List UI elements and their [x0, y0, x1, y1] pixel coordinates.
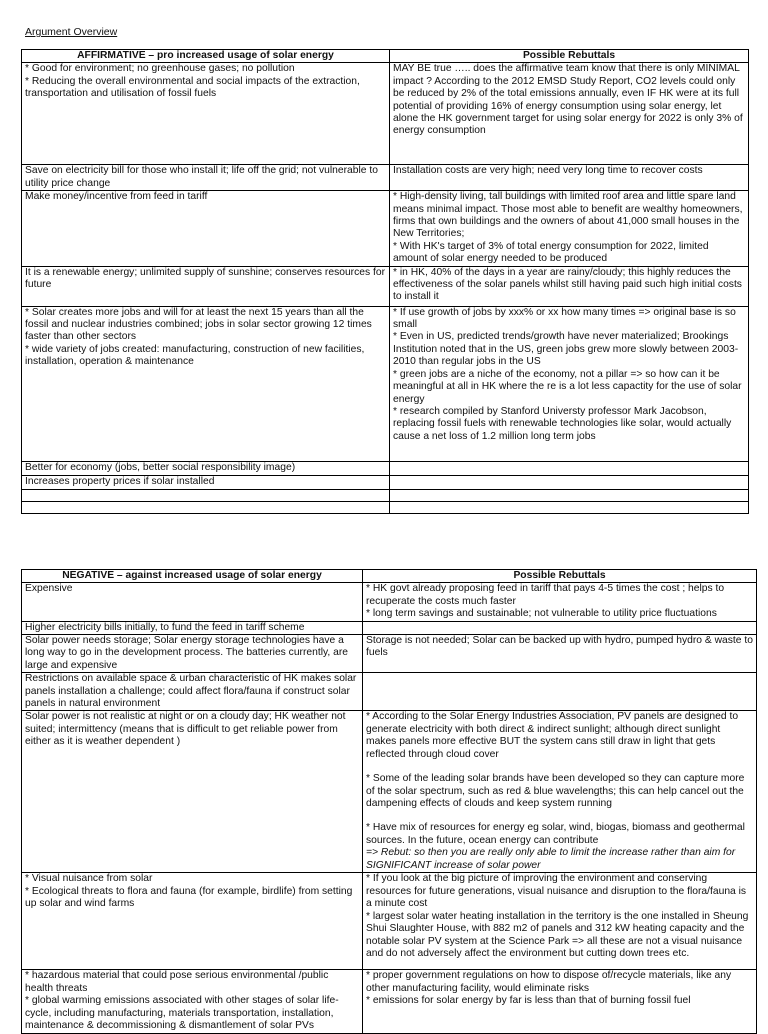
- claim-text: * Solar creates more jobs and will for at least the next 15 years than all the fossil and nuclear industries combined; jobs in solar sector growing 12 times faster than other sectors: [25, 306, 372, 343]
- affirmative-header: AFFIRMATIVE – pro increased usage of solar energy: [22, 50, 390, 63]
- rebuttal-note: => Rebut: so then you are really only able to limit the increase rather than aim for SIGNIFICANT increase of solar power: [366, 847, 736, 871]
- table-row: [22, 673, 757, 711]
- claim-text: Expensive: [25, 583, 73, 595]
- rebuttal-cell: [363, 635, 757, 673]
- claim-cell: [22, 621, 363, 634]
- rebuttal-text: * Some of the leading solar brands have been developed so they can capture more of the solar spectrum, such as red & blue wavelengths; this can help cancel out the dampening effects of clouds and keep system running: [366, 773, 745, 809]
- rebuttal-text: * green jobs are a niche of the economy, not a pillar => so how can it be meaningful at all in HK where the re is a lot less capactity for the use of solar energy: [393, 368, 742, 405]
- table-row: [22, 711, 757, 873]
- table-row: [22, 306, 749, 461]
- claim-cell: [22, 191, 390, 266]
- claim-cell: [22, 673, 363, 711]
- rebuttal-text: MAY BE true ….. does the affirmative team know that there is only MINIMAL impact ? According to the 2012 EMSD Study Report, CO2 levels could only be reduced by 2% of the total emissions annually, even IF HK were at its full potential of providing 16% of energy consumption using solar energy, let alone the HK government target for using solar energy for 2022 is only 3% of energy consumption: [393, 63, 743, 137]
- rebuttal-cell: [363, 711, 757, 873]
- negative-rebuttals-header: Possible Rebuttals: [363, 570, 757, 583]
- rebuttal-cell: [390, 191, 749, 266]
- rebuttal-cell: [363, 621, 757, 634]
- rebuttal-text: * HK govt already proposing feed in tariff that pays 4-5 times the cost ; helps to recuperate the costs much faster: [366, 583, 725, 607]
- rebuttal-text: Installation costs are very high; need very long time to recover costs: [393, 165, 703, 177]
- rebuttal-text: * If use growth of jobs by xxx% or xx how many times => original base is so small: [393, 306, 736, 331]
- claim-text: * Visual nuisance from solar: [25, 873, 153, 885]
- rebuttal-cell: [390, 475, 749, 489]
- affirmative-rebuttals-header: Possible Rebuttals: [390, 50, 749, 63]
- rebuttal-text: * in HK, 40% of the days in a year are rainy/cloudy; this highly reduces the effectiveness of the solar panels whilst still having paid such high initial costs to install it: [393, 266, 742, 303]
- claim-text: Solar power is not realistic at night or on a cloudy day; HK weather not suited; intermittency (means that is difficult to get reliable power from either as it is weather dependent ): [25, 711, 346, 748]
- rebuttal-cell: [363, 673, 757, 711]
- claim-cell: [22, 475, 390, 489]
- claim-cell: [22, 635, 363, 673]
- rebuttal-text: * emissions for solar energy by far is less than that of burning fossil fuel: [366, 995, 691, 1007]
- claim-cell: [22, 583, 363, 621]
- table-row: [22, 583, 757, 621]
- table-row: [22, 461, 749, 475]
- table-row: [22, 873, 757, 970]
- rebuttal-text: * proper government regulations on how to dispose of/recycle materials, like any other manufacturing facility, would eliminate risks: [366, 970, 732, 994]
- rebuttal-cell: [363, 873, 757, 970]
- claim-text: * global warming emissions associated with other stages of solar life-cycle, including manufacturing, materials transportation, installation, maintenance & decommissioning & dismantlement of solar PVs: [25, 995, 339, 1032]
- negative-table: [21, 569, 757, 1034]
- claim-cell: [22, 63, 390, 165]
- rebuttal-cell: [390, 63, 749, 165]
- rebuttal-cell: [390, 266, 749, 306]
- claim-text: Make money/incentive from feed in tariff: [25, 191, 208, 203]
- claim-text: Save on electricity bill for those who install it; life off the grid; not vulnerable to utility price change: [25, 165, 378, 189]
- rebuttal-text: * Have mix of resources for energy eg solar, wind, biogas, biomass and geothermal sources. In the future, ocean energy can contribute: [366, 822, 745, 846]
- rebuttal-text: * Even in US, predicted trends/growth have never materialized; Brookings Institution noted that in the US, green jobs grew more slowly between 2003-2010 than regular jobs in the US: [393, 331, 739, 368]
- claim-text: Higher electricity bills initially, to fund the feed in tariff scheme: [25, 621, 305, 633]
- claim-text: * Reducing the overall environmental and social impacts of the extraction, transportation and utilisation of fossil fuels: [25, 75, 360, 100]
- rebuttal-cell: [390, 306, 749, 461]
- table-row: [22, 63, 749, 165]
- claim-cell: [22, 165, 390, 191]
- claim-cell: [22, 266, 390, 306]
- claim-text: Restrictions on available space & urban characteristic of HK makes solar panels installation a challenge; could affect flora/fauna if construct solar panels in natural environment: [25, 673, 357, 710]
- claim-text: * wide variety of jobs created: manufacturing, construction of new facilities, installation, operation & maintenance: [25, 343, 365, 368]
- table-row: [22, 621, 757, 634]
- claim-text: * Good for environment; no greenhouse gases; no pollution: [25, 63, 295, 75]
- claim-text: It is a renewable energy; unlimited supply of sunshine; conserves resources for future: [25, 266, 386, 291]
- rebuttal-text: * long term savings and sustainable; not vulnerable to utility price fluctuations: [366, 608, 717, 620]
- table-row: [22, 266, 749, 306]
- affirmative-table: [21, 49, 749, 514]
- table-row: [22, 165, 749, 191]
- claim-cell: [22, 489, 390, 501]
- rebuttal-cell: [363, 583, 757, 621]
- claim-text: * hazardous material that could pose serious environmental /public health threats: [25, 970, 329, 994]
- claim-text: * Ecological threats to flora and fauna (for example, birdlife) from setting up solar and wind farms: [25, 885, 353, 910]
- claim-cell: [22, 873, 363, 970]
- rebuttal-text: * research compiled by Stanford Universty professor Mark Jacobson, replacing fossil fuels with renewable technologies like solar, would actually cause a net loss of 1.2 million long term jobs: [393, 405, 732, 442]
- negative-header: NEGATIVE – against increased usage of solar energy: [22, 570, 363, 583]
- rebuttal-text: * largest solar water heating installation in the territory is the one installed in Sheung Shui Slaughter House, with 882 m2 of panels and 312 kW heating capacity and the notable solar PV system at the Science Park => all these are not a visual nuisance and do not adversely affect the environment but cutting down trees etc.: [366, 910, 749, 959]
- table-row: [22, 501, 749, 513]
- rebuttal-cell: [390, 489, 749, 501]
- claim-cell: [22, 711, 363, 873]
- table-row: [22, 191, 749, 266]
- table-row: [22, 635, 757, 673]
- rebuttal-text: * If you look at the big picture of improving the environment and conserving resources for future generations, visual nuisance and disruption to the flora/fauna is a minute cost: [366, 873, 747, 910]
- rebuttal-cell: [390, 165, 749, 191]
- page-title: Argument Overview: [25, 26, 118, 38]
- rebuttal-cell: [390, 501, 749, 513]
- table-row: [22, 475, 749, 489]
- claim-text: Better for economy (jobs, better social responsibility image): [25, 461, 296, 473]
- claim-text: Increases property prices if solar installed: [25, 475, 215, 487]
- rebuttal-text: * According to the Solar Energy Industries Association, PV panels are designed to generate electricity with both direct & indirect sunlight; although direct sunlight makes panels more effective BUT the system cans still draw in light that gets reflected through cloud cover: [366, 711, 739, 760]
- rebuttal-text: Storage is not needed; Solar can be backed up with hydro, pumped hydro & waste to fuels: [366, 635, 753, 659]
- claim-text: Solar power needs storage; Solar energy storage technologies have a long way to go in the development process. The batteries currently, are large and expensive: [25, 635, 349, 671]
- rebuttal-text: * High-density living, tall buildings with limited roof area and little spare land means minimal impact. Those most able to benefit are wealthy homeowners, firms that own buildings and the owners of about 41,000 small houses in the New Territories;: [393, 191, 743, 240]
- table-row: [22, 489, 749, 501]
- rebuttal-text: * With HK's target of 3% of total energy consumption for 2022, limited amount of solar energy needed to be produced: [393, 240, 709, 265]
- claim-cell: [22, 461, 390, 475]
- rebuttal-cell: [390, 461, 749, 475]
- claim-cell: [22, 501, 390, 513]
- claim-cell: [22, 306, 390, 461]
